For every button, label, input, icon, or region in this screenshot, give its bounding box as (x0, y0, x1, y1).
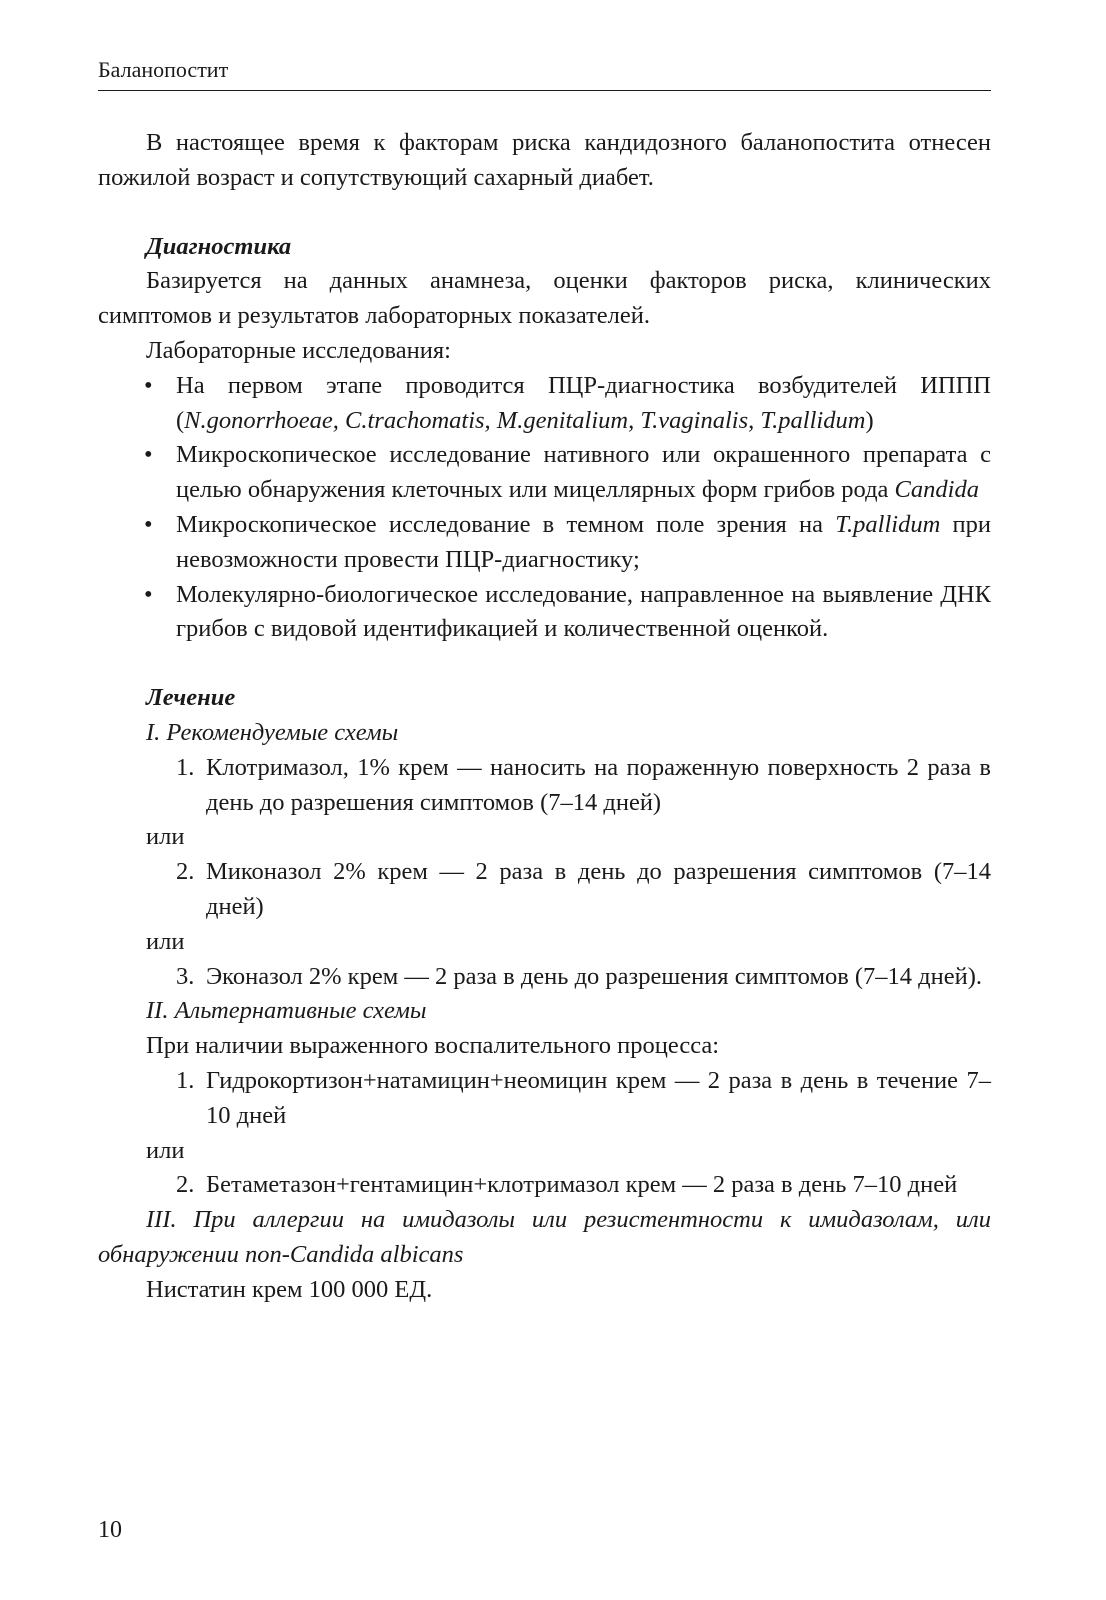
bullet-text: Микроскопическое исследование нативного или окрашенного препарата с целью обнаружения клеточных или мицеллярных форм грибов рода (176, 441, 991, 504)
bullet-icon: • (144, 510, 153, 538)
nystatin-line: Нистатин крем 100 000 ЕД. (146, 1275, 433, 1303)
recommended-schemes-title: I. Рекомендуемые схемы (146, 718, 399, 746)
item-number: 1. (176, 1066, 195, 1094)
alternative-schemes-title: II. Альтернативные схемы (146, 997, 427, 1025)
page-number: 10 (98, 1517, 122, 1543)
bullet-text: Молекулярно-биологическое исследование, направленное на выявление ДНК грибов с видовой идентификацией и количественной оценкой. (176, 580, 991, 643)
bullet-icon: • (144, 441, 153, 469)
bullet-text-end: ) (865, 406, 874, 434)
item-text: Эконазол 2% крем — 2 раза в день до разрешения симптомов (7–14 дней). (206, 962, 983, 990)
genus-name: Candida (894, 476, 979, 504)
item-number: 1. (176, 753, 195, 781)
item-number: 3. (176, 962, 195, 990)
bullet-text: На первом этапе проводится ПЦР-диагностика возбудителей ИППП ( (176, 371, 991, 434)
item-text: Бетаметазон+гентамицин+клотримазол крем — 2 раза в день 7–10 дней (206, 1171, 958, 1199)
list-item (98, 438, 991, 508)
section-gap (98, 196, 991, 230)
numbered-item (98, 855, 991, 925)
item-text: Миконазол 2% крем — 2 раза в день до разрешения симптомов (7–14 дней) (206, 858, 991, 920)
numbered-item (98, 1064, 991, 1134)
or-separator: или (146, 1136, 185, 1164)
diagnostics-intro: Базируется на данных анамнеза, оценки факторов риска, клинических симптомов и результатов лабораторных показателей. (98, 267, 991, 330)
pathogen-names: N.gonorrhoeae, C.trachomatis, M.genitalium, T.vaginalis, T.pallidum (184, 406, 866, 434)
numbered-item (98, 960, 991, 995)
pathogen-name: T.pallidum (835, 510, 941, 538)
lab-tests-intro: Лабораторные исследования: (146, 336, 451, 364)
numbered-item (98, 1168, 991, 1203)
item-number: 2. (176, 1171, 195, 1199)
list-item (98, 578, 991, 648)
section-gap (98, 647, 991, 681)
lab-tests-list (98, 369, 991, 647)
numbered-item (98, 751, 991, 821)
bullet-icon: • (144, 371, 153, 399)
item-text: Клотримазол, 1% крем — наносить на пораженную поверхность 2 раза в день до разрешения симптомов (7–14 дней) (206, 753, 991, 816)
alternative-intro: При наличии выраженного воспалительного процесса: (146, 1032, 720, 1060)
item-text: Гидрокортизон+натамицин+неомицин крем — 2 раза в день в течение 7–10 дней (206, 1066, 991, 1129)
list-item (98, 369, 991, 439)
running-header: Баланопостит (98, 57, 229, 82)
diagnostics-heading: Диагностика (146, 232, 292, 260)
risk-factors-paragraph: В настоящее время к факторам риска кандидозного баланопостита отнесен пожилой возраст и сопутствующий сахарный диабет. (98, 129, 991, 191)
bullet-text-end: при невозможности провести ПЦР-диагностику; (176, 510, 991, 573)
item-number: 2. (176, 858, 195, 886)
allergy-scheme-title: III. При аллергии на имидазолы или резистентности к имидазолам, или обнаружении non-Candida albicans (98, 1206, 991, 1268)
or-separator: или (146, 927, 185, 955)
treatment-heading: Лечение (146, 684, 236, 712)
bullet-icon: • (144, 580, 153, 608)
or-separator: или (146, 823, 185, 851)
header-rule (98, 90, 991, 91)
bullet-text: Микроскопическое исследование в темном поле зрения на (176, 510, 836, 538)
list-item (98, 508, 991, 578)
page-content (98, 126, 991, 1308)
